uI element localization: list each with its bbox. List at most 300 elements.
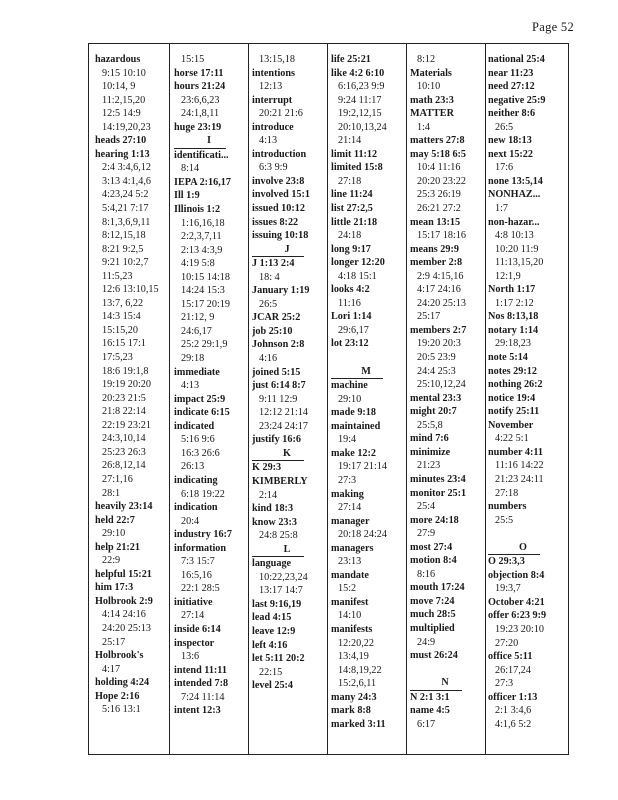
page-reference: 18: 4 (259, 271, 280, 283)
page-reference: 26:21 27:2 (417, 203, 461, 215)
page-reference: 24:20 25:13 (102, 622, 151, 634)
page-reference: 12:1,9 (495, 270, 521, 282)
page-reference: 14:24 15:3 (181, 285, 225, 297)
page-reference: 17:6 (495, 162, 514, 174)
page-reference: 13:6 (181, 651, 200, 663)
page-reference: 10:22,23,24 (259, 571, 308, 583)
index-term: next 15:22 (488, 148, 533, 160)
page-reference: 26:17,24 (495, 664, 531, 676)
page-reference: 24:9 (417, 636, 436, 648)
index-term: kind 18:3 (252, 503, 294, 515)
page-reference: 27:1,16 (102, 473, 133, 485)
index-term: issued 10:12 (252, 203, 305, 215)
index-term: issuing 10:18 (252, 230, 309, 242)
page-reference: 1:4 (417, 121, 431, 133)
section-letter: L (252, 543, 304, 558)
index-term: intentions (252, 67, 296, 79)
index-term: means 29:9 (410, 243, 459, 255)
index-term: make 12:2 (331, 447, 376, 459)
page-reference: 7:3 15:7 (181, 556, 215, 568)
blank-line (331, 351, 403, 365)
page-reference: 11:16 14:22 (495, 460, 544, 472)
index-term: might 20:7 (410, 406, 457, 418)
index-term: notice 19:4 (488, 392, 536, 404)
page-reference: 10:10 (417, 81, 441, 93)
column-divider (485, 44, 486, 754)
column-divider (248, 44, 249, 754)
index-column-2 (174, 53, 246, 718)
page-reference: 6:16,23 9:9 (338, 81, 385, 93)
page-reference: 20:10,13,24 (338, 121, 387, 133)
index-term: held 22:7 (95, 514, 135, 526)
index-term: Materials (410, 67, 452, 79)
index-term: help 21:21 (95, 541, 140, 553)
page-reference: 20:18 24:24 (338, 529, 387, 541)
page-reference: 6:17 (417, 718, 436, 730)
page-reference: 8:21 9:2,5 (102, 243, 144, 255)
index-term: impact 25:9 (174, 393, 226, 405)
index-term: maintained (331, 420, 381, 432)
index-term: know 23:3 (252, 516, 298, 528)
index-term: national 25:4 (488, 54, 545, 65)
index-term: life 25:21 (331, 54, 371, 65)
index-term: office 5:11 (488, 651, 533, 663)
page-reference: 29:6,17 (338, 324, 369, 336)
page-reference: 19:17 21:14 (338, 461, 387, 473)
page-reference: 24:3,10,14 (102, 433, 146, 445)
index-term: neither 8:6 (488, 108, 536, 120)
page-reference: 15:2,6,11 (338, 678, 377, 690)
page-reference: 21:23 (417, 460, 441, 472)
index-term: NONHAZ... (488, 189, 541, 201)
index-term: horse 17:11 (174, 67, 224, 79)
index-term: hearing 1:13 (95, 148, 150, 160)
index-term: may 5:18 6:5 (410, 148, 467, 160)
page-reference: 23:13 (338, 556, 362, 568)
index-term: indication (174, 502, 218, 514)
index-column-4 (331, 53, 403, 731)
page-reference: 14:8,19,22 (338, 664, 382, 676)
index-term: long 9:17 (331, 243, 371, 255)
page-reference: 11:5,23 (102, 270, 133, 282)
page-reference: 27:14 (338, 502, 362, 514)
index-term: helpful 15:21 (95, 568, 152, 580)
page-reference: 25:5,8 (417, 419, 443, 431)
page-reference: 19:3,7 (495, 583, 521, 595)
page-reference: 5:16 13:1 (102, 704, 141, 716)
page-reference: 25:4 (417, 501, 436, 513)
blank-line (410, 663, 482, 677)
index-term: mean 13:15 (410, 216, 461, 228)
blank-line (488, 527, 566, 541)
page-reference: 8:1,3,6,9,11 (102, 216, 151, 228)
index-term: manager (331, 515, 370, 527)
index-term: Nos 8:13,18 (488, 311, 539, 323)
page-reference: 25:2 29:1,9 (181, 339, 228, 351)
page-reference: 2:9 4:15,16 (417, 270, 464, 282)
index-term: list 27:2,5 (331, 203, 373, 215)
page-reference: 9:24 11:17 (338, 94, 382, 106)
index-term: Holbrook 2:9 (95, 595, 153, 607)
page-reference: 25:23 26:3 (102, 446, 146, 458)
page-reference: 21:12, 9 (181, 312, 215, 324)
index-term: Hope 2:16 (95, 690, 140, 702)
index-term: mouth 17:24 (410, 582, 465, 594)
index-term: minimize (410, 446, 451, 458)
index-term: note 5:14 (488, 352, 528, 364)
page-reference: 29:18 (181, 353, 205, 365)
index-term: Holbrook's (95, 650, 144, 662)
index-term: machine (331, 380, 368, 392)
page-reference: 18:6 19:1,8 (102, 365, 149, 377)
page-reference: 2:2,3,7,11 (181, 231, 222, 243)
page-reference: 25:17 (417, 311, 441, 323)
page-reference: 14:19,20,23 (102, 121, 151, 133)
page-reference: 4:23,24 5:2 (102, 189, 149, 201)
index-term: mark 8:8 (331, 705, 371, 717)
index-term: hazardous (95, 54, 141, 65)
index-term: longer 12:20 (331, 257, 385, 269)
index-term: numbers (488, 501, 527, 513)
page-reference: 4:18 15:1 (338, 270, 377, 282)
index-term: initiative (174, 596, 213, 608)
index-term: new 18:13 (488, 135, 532, 147)
column-divider (327, 44, 328, 754)
index-term: Lori 1:14 (331, 311, 372, 323)
page-reference: 8:16 (417, 568, 436, 580)
page-reference: 10:4 11:16 (417, 162, 461, 174)
index-term: introduce (252, 121, 294, 133)
index-term: like 4:2 6:10 (331, 67, 385, 79)
index-column-6 (488, 53, 566, 731)
index-term: officer 1:13 (488, 691, 538, 703)
index-term: looks 4:2 (331, 284, 370, 296)
page-reference: 12:5 14:9 (102, 108, 141, 120)
index-term: members 2:7 (410, 324, 467, 336)
page-reference: 13:17 14:7 (259, 585, 303, 597)
index-term: mandate (331, 569, 369, 581)
index-term: JCAR 25:2 (252, 312, 301, 324)
section-letter: M (331, 365, 383, 380)
index-term: just 6:14 8:7 (252, 380, 306, 392)
page-reference: 4:17 24:16 (417, 284, 461, 296)
page-reference: 29:10 (338, 393, 362, 405)
page-reference: 14:3 15:4 (102, 311, 141, 323)
page-reference: 19:4 (338, 434, 357, 446)
index-term: notes 29:12 (488, 365, 537, 377)
index-term: indicate 6:15 (174, 407, 230, 419)
index-term: line 11:24 (331, 189, 373, 201)
index-term: identificati... (174, 149, 229, 161)
page-reference: 29:18,23 (495, 338, 531, 350)
page-reference: 20:20 23:22 (417, 175, 466, 187)
index-term: immediate (174, 366, 220, 378)
page-reference: 19:2,12,15 (338, 108, 382, 120)
page-reference: 27:9 (417, 528, 436, 540)
page-reference: 24:6,17 (181, 325, 212, 337)
page-reference: 21:8 22:14 (102, 406, 146, 418)
section-letter: I (174, 134, 226, 149)
index-term: industry 16:7 (174, 529, 233, 541)
page-reference: 26:13 (181, 461, 205, 473)
index-term: MATTER (410, 108, 454, 120)
index-term: involve 23:8 (252, 175, 305, 187)
index-term: much 28:5 (410, 609, 456, 621)
section-letter: O (488, 541, 540, 556)
page-reference: 7:24 11:14 (181, 691, 225, 703)
page-reference: 15:15,20 (102, 324, 138, 336)
page-reference: 10:20 11:9 (495, 243, 539, 255)
page-reference: 4:13 (181, 380, 200, 392)
page-reference: 19:19 20:20 (102, 379, 151, 391)
page-reference: 12:6 13:10,15 (102, 284, 159, 296)
index-term: heavily 23:14 (95, 501, 153, 513)
page-reference: 16:5,16 (181, 569, 212, 581)
page-reference: 4:22 5:1 (495, 433, 529, 445)
index-term: move 7:24 (410, 595, 455, 607)
page-reference: 8:12 (417, 54, 436, 65)
index-term: Ill 1:9 (174, 190, 200, 202)
index-term: let 5:11 20:2 (252, 653, 305, 665)
index-term: N 2:1 3:1 (410, 691, 450, 703)
index-column-5 (410, 53, 482, 731)
index-term: heads 27:10 (95, 135, 147, 147)
page-reference: 13:7, 6,22 (102, 297, 144, 309)
page-reference: 25:3 26:19 (417, 189, 461, 201)
index-term: left 4:16 (252, 639, 288, 651)
index-term: Johnson 2:8 (252, 339, 305, 351)
page-reference: 19:20 20:3 (417, 338, 461, 350)
index-term: making (331, 488, 364, 500)
page-reference: 2:13 4:3,9 (181, 244, 223, 256)
index-term: name 4:5 (410, 705, 450, 717)
page-reference: 27:20 (495, 637, 519, 649)
index-term: K 29:3 (252, 462, 282, 474)
page-reference: 24:18 (338, 230, 362, 242)
page-reference: 27:18 (338, 175, 362, 187)
page-reference: 11:2,15,20 (102, 94, 146, 106)
page-reference: 23:6,6,23 (181, 94, 220, 106)
page-reference: 23:24 24:17 (259, 420, 308, 432)
index-term: justify 16:6 (252, 434, 301, 446)
page-reference: 27:3 (495, 678, 514, 690)
page-reference: 13:4,19 (338, 651, 369, 663)
index-term: multiplied (410, 622, 455, 634)
page-reference: 4:1,6 5:2 (495, 718, 532, 730)
index-term: intended 7:8 (174, 678, 229, 690)
index-term: monitor 25:1 (410, 487, 467, 499)
page-reference: 26:5 (259, 298, 278, 310)
page-reference: 10:14, 9 (102, 81, 136, 93)
index-term: indicating (174, 474, 218, 486)
index-term: negative 25:9 (488, 94, 546, 106)
index-term: most 27:4 (410, 541, 453, 553)
page-reference: 4:17 (102, 663, 121, 675)
page-reference: 15:2 (338, 583, 357, 595)
page-reference: 22:9 (102, 555, 121, 567)
index-term: matters 27:8 (410, 135, 465, 147)
index-term: holding 4:24 (95, 677, 150, 689)
page-reference: 28:1 (102, 487, 121, 499)
index-term: level 25:4 (252, 680, 294, 692)
page-reference: 24:20 25:13 (417, 297, 466, 309)
page-reference: 2:14 (259, 489, 278, 501)
page-reference: 26:5 (495, 121, 514, 133)
page-reference: 17:5,23 (102, 352, 133, 364)
index-term: nothing 26:2 (488, 379, 543, 391)
page-reference: 25:10,12,24 (417, 379, 466, 391)
index-term: motion 8:4 (410, 555, 457, 567)
index-term: him 17:3 (95, 582, 134, 594)
page-reference: 27:3 (338, 474, 357, 486)
page-reference: 9:21 10:2,7 (102, 257, 149, 269)
page-reference: 29:10 (102, 528, 126, 540)
page-reference: 11:16 (338, 297, 361, 309)
index-term: number 4:11 (488, 446, 544, 458)
index-term: non-hazar... (488, 216, 540, 228)
page-reference: 8:12,15,18 (102, 230, 146, 242)
page-reference: 1:7 (495, 203, 509, 215)
page-reference: 12:12 21:14 (259, 407, 308, 419)
index-term: IEPA 2:16,17 (174, 176, 231, 188)
page-reference: 6:18 19:22 (181, 488, 225, 500)
index-term: joined 5:15 (252, 366, 301, 378)
index-term: managers (331, 542, 374, 554)
page-reference: 22:19 23:21 (102, 419, 151, 431)
index-term: October 4:21 (488, 596, 545, 608)
page-reference: 4:14 24:16 (102, 609, 146, 621)
index-term: North 1:17 (488, 284, 536, 296)
page-reference: 24:8 25:8 (259, 530, 298, 542)
index-term: math 23:3 (410, 94, 454, 106)
page-number: Page 52 (531, 20, 574, 34)
index-term: objection 8:4 (488, 569, 545, 581)
index-term: hours 21:24 (174, 81, 226, 93)
page-reference: 12:20,22 (338, 637, 374, 649)
index-term: issues 8:22 (252, 216, 299, 228)
index-term: more 24:18 (410, 514, 459, 526)
index-term: inspector (174, 637, 215, 649)
page-reference: 24:1,8,11 (181, 108, 220, 120)
page-reference: 11:13,15,20 (495, 257, 544, 269)
column-divider (406, 44, 407, 754)
index-term: lead 4:15 (252, 612, 292, 624)
section-letter: N (410, 676, 462, 691)
page-reference: 27:18 (495, 487, 519, 499)
index-term: notary 1:14 (488, 324, 539, 336)
index-term: mind 7:6 (410, 433, 449, 445)
index-term: introduction (252, 148, 307, 160)
index-term: information (174, 542, 227, 554)
index-column-1 (95, 53, 167, 717)
index-term: January 1:19 (252, 285, 310, 297)
index-column-3 (252, 53, 324, 693)
index-term: huge 23:19 (174, 121, 222, 133)
page-reference: 20:4 (181, 515, 200, 527)
index-term: language (252, 558, 292, 570)
index-term: manifests (331, 623, 373, 635)
index-term: made 9:18 (331, 407, 376, 419)
page-reference: 16:3 26:6 (181, 447, 220, 459)
page-reference: 16:15 17:1 (102, 338, 146, 350)
index-frame (88, 43, 569, 755)
index-term: intend 11:11 (174, 664, 227, 676)
page-reference: 27:14 (181, 610, 205, 622)
index-term: O 29:3,3 (488, 556, 525, 568)
index-term: none 13:5,14 (488, 175, 543, 187)
index-term: Illinois 1:2 (174, 204, 221, 216)
page-reference: 12:13 (259, 81, 283, 93)
page-reference: 1:17 2:12 (495, 297, 534, 309)
page-reference: 21:14 (338, 135, 362, 147)
page-reference: 19:23 20:10 (495, 623, 544, 635)
page-reference: 4:13 (259, 135, 278, 147)
page-reference: 8:14 (181, 163, 200, 175)
page-reference: 1:16,16,18 (181, 217, 225, 229)
index-term: intent 12:3 (174, 705, 221, 717)
index-term: lot 23:12 (331, 338, 369, 350)
page-reference: 25:17 (102, 636, 126, 648)
column-divider (169, 44, 170, 754)
page-reference: 22:1 28:5 (181, 583, 220, 595)
page-reference: 3:13 4:1,4,6 (102, 175, 151, 187)
page-reference: 4:16 (259, 353, 278, 365)
page-reference: 22:15 (259, 666, 283, 678)
index-term: member 2:8 (410, 257, 463, 269)
page-reference: 5:16 9:6 (181, 434, 215, 446)
page-reference: 9:11 12:9 (259, 393, 298, 405)
section-letter: J (252, 243, 304, 258)
page-reference: 24:4 25:3 (417, 365, 456, 377)
index-term: inside 6:14 (174, 623, 221, 635)
index-term: limit 11:12 (331, 148, 378, 160)
page-reference: 20:21 21:6 (259, 108, 303, 120)
index-term: interrupt (252, 94, 293, 106)
index-term: need 27:12 (488, 81, 535, 93)
page-reference: 5:4,21 7:17 (102, 203, 149, 215)
page-reference: 21:23 24:11 (495, 473, 544, 485)
page-reference: 20:23 21:5 (102, 392, 146, 404)
page-reference: 25:5 (495, 514, 514, 526)
section-letter: K (252, 447, 304, 462)
index-term: near 11:23 (488, 67, 534, 79)
page-reference: 2:1 3:4,6 (495, 705, 532, 717)
page-reference: 9:15 10:10 (102, 67, 146, 79)
index-term: KIMBERLY (252, 475, 308, 487)
page-reference: 15:17 18:16 (417, 230, 466, 242)
index-term: little 21:18 (331, 216, 378, 228)
page-reference: 15:15 (181, 54, 205, 65)
page-reference: 4:8 10:13 (495, 230, 534, 242)
index-term: mental 23:3 (410, 392, 462, 404)
index-term: November (488, 419, 534, 431)
index-term: job 25:10 (252, 325, 293, 337)
index-term: leave 12:9 (252, 625, 296, 637)
page-reference: 6:3 9:9 (259, 162, 288, 174)
page-reference: 2:4 3:4,6,12 (102, 162, 151, 174)
index-term: offer 6:23 9:9 (488, 610, 547, 622)
index-term: manifest (331, 596, 369, 608)
page-reference: 4:19 5:8 (181, 258, 215, 270)
index-term: marked 3:11 (331, 718, 386, 730)
page-reference: 15:17 20:19 (181, 298, 230, 310)
page-reference: 13:15,18 (259, 54, 295, 65)
page-reference: 14:10 (338, 610, 362, 622)
index-term: last 9:16,19 (252, 598, 302, 610)
index-term: involved 15:1 (252, 189, 311, 201)
index-term: must 26:24 (410, 650, 458, 662)
index-term: minutes 23:4 (410, 473, 466, 485)
